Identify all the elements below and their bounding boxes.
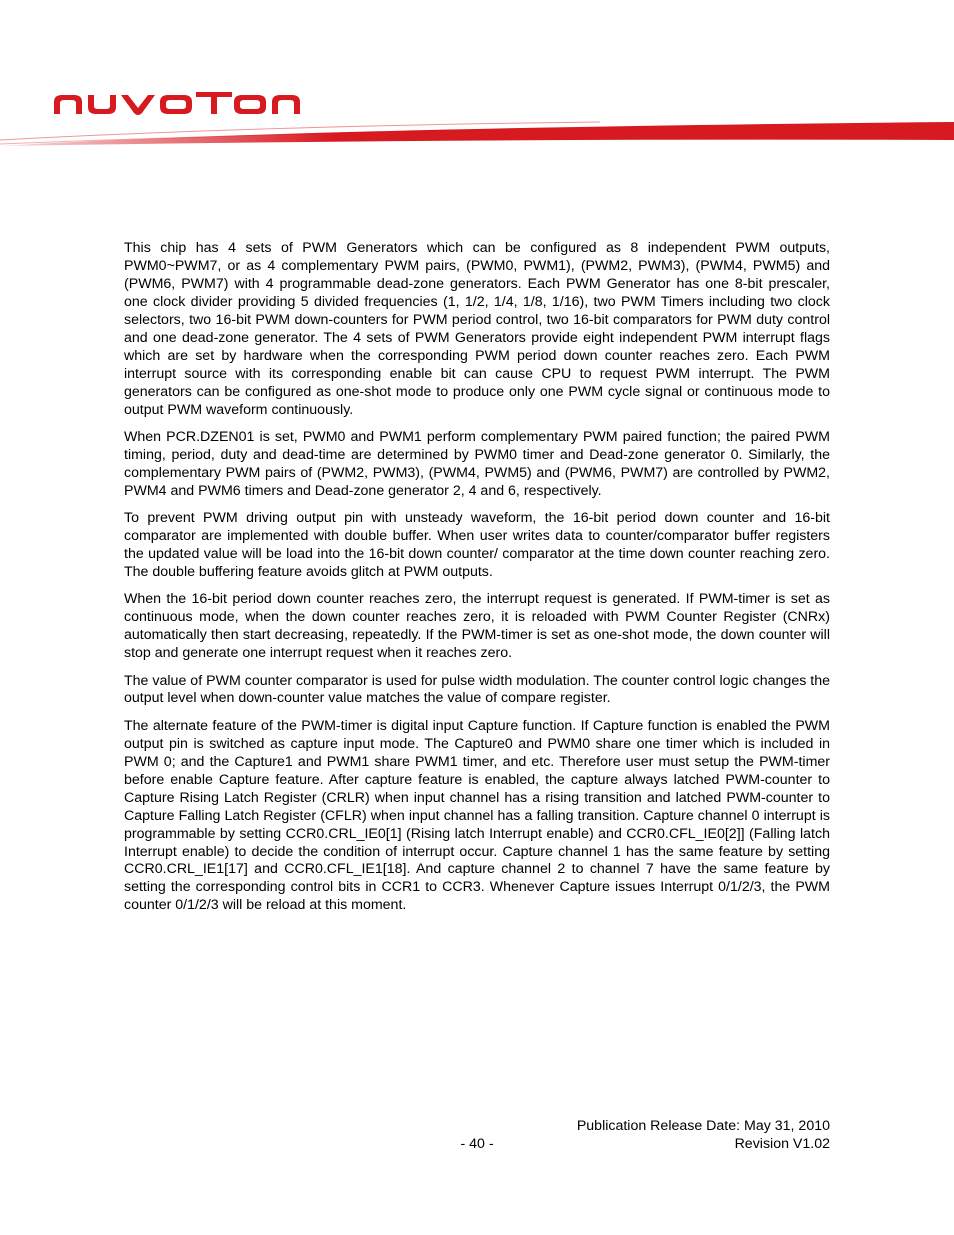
paragraph-double-buffer: To prevent PWM driving output pin with unsteady waveform, the 16-bit period down counter and 16-bit comparator are implemented with double buffer. When user writes data to counter/comparator buffer registers the updated value will be load into the 16-bit down counter/ comparator at the time down counter reaching zero. The double buffering feature avoids glitch at PWM outputs. xyxy=(124,510,830,580)
page-number: - 40 - xyxy=(460,1136,494,1152)
paragraph-interrupt: When the 16-bit period down counter reaches zero, the interrupt request is generated. If PWM-timer is set as continuous mode, when the down counter reaches zero, it is reloaded with PWM Counter Register (CNRx) automatically then start decreasing, repeatedly. If the PWM-timer is set as one-shot mode, the down counter will stop and generate one interrupt request when it reaches zero. xyxy=(124,591,830,662)
page-footer xyxy=(124,1117,830,1153)
publication-date: Publication Release Date: May 31, 2010 xyxy=(576,1118,830,1134)
paragraph-comparator: The value of PWM counter comparator is used for pulse width modulation. The counter control logic changes the output level when down-counter value matches the value of compare register. xyxy=(124,672,830,707)
paragraph-capture: The alternate feature of the PWM-timer is digital input Capture function. If Capture function is enabled the PWM output pin is switched as capture input mode. The Capture0 and PWM0 share one timer which is included in PWM 0; and the Capture1 and PWM1 share PWM1 timer, and etc. Therefore user must setup the PWM-timer before enable Capture feature. After capture feature is enabled, the capture always latched PWM-counter to Capture Rising Latch Register (CRLR) when input channel has a rising transition and latched PWM-counter to Capture Falling Latch Register (CFLR) when input channel has a falling transition. Capture channel 0 interrupt is programmable by setting CCR0.CRL_IE0[1] (Rising latch Interrupt enable) and CCR0.CFL_IE0[2]] (Falling latch Interrupt enable) to decide the condition of interrupt occur. Capture channel 1 has the same feature by setting CCR0.CRL_IE1[17] and CCR0.CFL_IE1[18]. And capture channel 2 to channel 7 have the same feature by setting the corresponding control bits in CCR1 to CCR3. Whenever Capture issues Interrupt 0/1/2/3, the PWM counter 0/1/2/3 will be reload at this moment. xyxy=(124,717,830,914)
revision-label: Revision V1.02 xyxy=(734,1136,830,1152)
body-text xyxy=(124,240,830,925)
header-swoosh-band xyxy=(0,118,954,148)
nuvoton-logo xyxy=(50,90,310,118)
page-header xyxy=(0,0,954,160)
paragraph-dead-zone: When PCR.DZEN01 is set, PWM0 and PWM1 perform complementary PWM paired function; the paired PWM timing, period, duty and dead-time are determined by PWM0 timer and Dead-zone generator 0. Similarly, the complementary PWM pairs of (PWM2, PWM3), (PWM4, PWM5) and (PWM6, PWM7) are controlled by PWM2, PWM4 and PWM6 timers and Dead-zone generator 2, 4 and 6, respectively. xyxy=(124,428,830,499)
paragraph-pwm-overview: This chip has 4 sets of PWM Generators which can be configured as 8 independent PWM outputs, PWM0~PWM7, or as 4 complementary PWM pairs, (PWM0, PWM1), (PWM2, PWM3), (PWM4, PWM5) and (PWM6, PWM7) with 4 programmable dead-zone generators. Each PWM Generator has one 8-bit prescaler, one clock divider providing 5 divided frequencies (1, 1/2, 1/4, 1/8, 1/16), two PWM Timers including two clock selectors, two 16-bit PWM down-counters for PWM period control, two 16-bit comparators for PWM duty control and one dead-zone generator. The 4 sets of PWM Generators provide eight independent PWM interrupt flags which are set by hardware when the corresponding PWM period down counter reaches zero. Each PWM interrupt source with its corresponding enable bit can cause CPU to request PWM interrupt. The PWM generators can be configured as one-shot mode to produce only one PWM cycle signal or continuous mode to output PWM waveform continuously. xyxy=(124,240,830,418)
